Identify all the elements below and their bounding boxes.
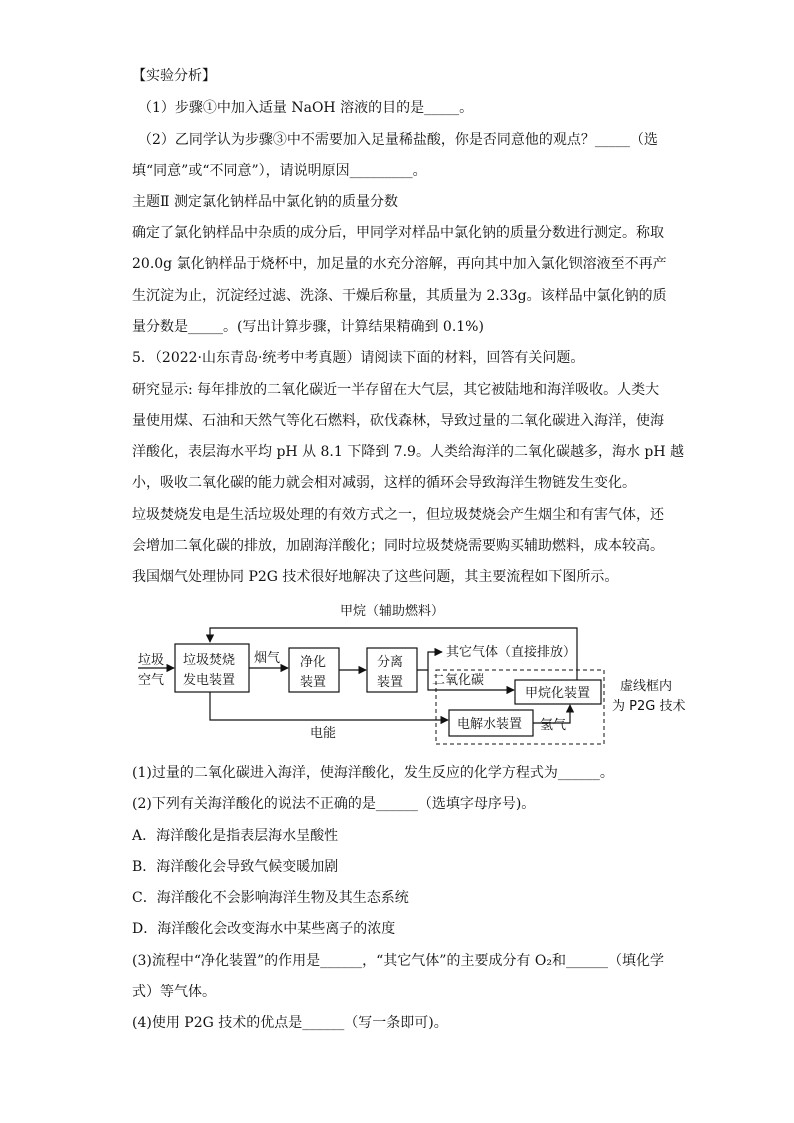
question-text: (2)下列有关海洋酸化的说法不正确的是______（选填字母序号)。: [132, 796, 536, 812]
separation-label-2: 装置: [377, 675, 404, 690]
question-text: 填“同意”或“不同意”），请说明原因_________。: [132, 163, 427, 179]
methane-fuel-label: 甲烷（辅助燃料）: [340, 604, 445, 619]
hydrogen-label: 氢气: [540, 718, 567, 733]
electrolysis-label: 电解水装置: [457, 717, 523, 732]
other-gas-arrow: [417, 652, 442, 670]
p2g-process-flow-diagram: [130, 598, 690, 748]
paragraph-line: 小，吸收二氧化碳的能力就会相对减弱，这样的循环会导致海洋生物链发生变化。: [132, 475, 636, 491]
flue-gas-label: 烟气: [254, 651, 281, 666]
electricity-label: 电能: [310, 726, 337, 741]
section-heading-analysis: 【实验分析】: [132, 68, 216, 84]
electricity-arrow: [210, 692, 448, 720]
paragraph-line: 垃圾焚烧发电是生活垃圾处理的有效方式之一，但垃圾焚烧会产生烟尘和有害气体，还: [132, 507, 664, 523]
paragraph-line: 洋酸化，表层海水平均 pH 从 8.1 下降到 7.9。人类给海洋的二氧化碳越多，海水 pH 越: [132, 444, 685, 460]
input-air-label: 空气: [138, 673, 165, 688]
question-text: （1）步骤①中加入适量 NaOH 溶液的目的是_____。: [138, 100, 474, 116]
methanation-label: 甲烷化装置: [525, 686, 591, 701]
p2g-note-line-1: 虚线框内: [620, 679, 673, 694]
question-5-title: 5．（2022·山东青岛·统考中考真题）请阅读下面的材料，回答有关问题。: [132, 350, 585, 366]
paragraph-line: 20.0g 氯化钠样品于烧杯中，加足量的水充分溶解，再向其中加入氯化钡溶液至不再产: [132, 256, 667, 272]
question-text: 式）等气体。: [132, 984, 216, 1000]
p2g-note-line-2: 为 P2G 技术: [612, 699, 686, 714]
purification-label-1: 净化: [300, 655, 327, 670]
paragraph-line: 确定了氯化钠样品中杂质的成分后，甲同学对样品中氯化钠的质量分数进行测定。称取: [132, 225, 664, 241]
other-gas-label: 其它气体（直接排放）: [446, 645, 577, 660]
input-garbage-label: 垃圾: [138, 653, 165, 668]
option-c: C．海洋酸化不会影响海洋生物及其生态系统: [132, 890, 409, 906]
paragraph-line: 会增加二氧化碳的排放，加剧海洋酸化；同时垃圾焚烧需要购买辅助燃料，成本较高。: [132, 538, 664, 554]
paragraph-line: 我国烟气处理协同 P2G 技术很好地解决了这些问题，其主要流程如下图所示。: [132, 569, 619, 585]
question-text: (3)流程中“净化装置”的作用是______，“其它气体”的主要成分有 O₂和______（填化学: [132, 953, 664, 969]
question-text: (1)过量的二氧化碳进入海洋，使海洋酸化，发生反应的化学方程式为______。: [132, 765, 614, 781]
paragraph-line: 生沉淀为止，沉淀经过滤、洗涤、干燥后称量，其质量为 2.33g。该样品中氯化钠的质: [132, 288, 667, 304]
topic-heading: 主题Ⅱ 测定氯化钠样品中氯化钠的质量分数: [132, 194, 398, 210]
paragraph-line: 量使用煤、石油和天然气等化石燃料，砍伐森林，导致过量的二氧化碳进入海洋，使海: [132, 413, 664, 429]
incinerator-label-2: 发电装置: [183, 673, 236, 688]
option-a: A．海洋酸化是指表层海水呈酸性: [132, 828, 339, 844]
incinerator-label-1: 垃圾焚烧: [183, 653, 236, 668]
question-text: （2）乙同学认为步骤③中不需要加入足量稀盐酸，你是否同意他的观点？_____（选: [138, 132, 658, 148]
option-b: B．海洋酸化会导致气候变暖加剧: [132, 859, 339, 875]
paragraph-line: 研究显示: 每年排放的二氧化碳近一半存留在大气层，其它被陆地和海洋吸收。人类大: [132, 382, 660, 398]
separation-label-1: 分离: [377, 655, 404, 670]
paragraph-line: 量分数是_____。(写出计算步骤，计算结果精确到 0.1%): [132, 319, 484, 335]
co2-label: 二氧化碳: [432, 673, 485, 688]
option-d: D．海洋酸化会改变海水中某些离子的浓度: [132, 921, 396, 937]
question-text: (4)使用 P2G 技术的优点是______（写一条即可)。: [132, 1015, 448, 1031]
purification-label-2: 装置: [300, 675, 327, 690]
